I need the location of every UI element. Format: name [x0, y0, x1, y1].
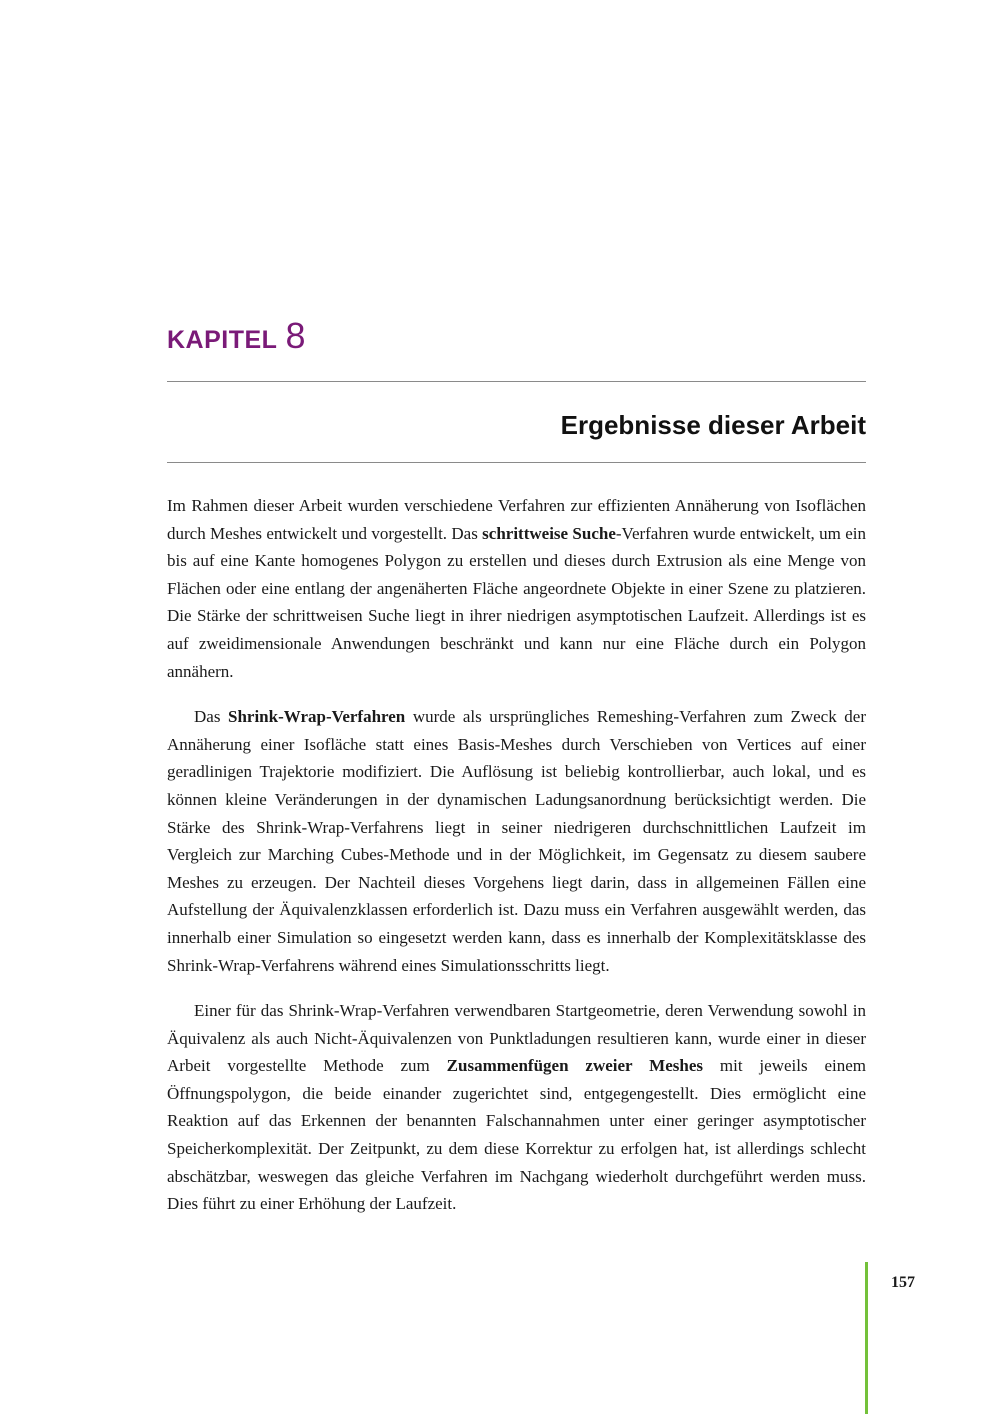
paragraph-1 — [167, 492, 866, 685]
paragraph-2-text-a: Das — [194, 707, 228, 727]
chapter-word: KAPITEL — [167, 326, 278, 354]
body-text — [167, 492, 866, 1236]
chapter-number: 8 — [285, 315, 306, 356]
title-rule-bottom — [167, 462, 866, 463]
chapter-title: Ergebnisse dieser Arbeit — [560, 410, 866, 440]
page-number: 157 — [891, 1274, 915, 1291]
term-zusammenfuegen-zweier-meshes: Zusammenfügen zweier Meshes — [446, 1056, 703, 1076]
paragraph-2-text-b: wurde als ursprüngliches Remeshing-Verfahren zum Zweck der Annäherung einer Isofläche statt eines Basis-Meshes durch Verschieben von Vertices auf einer geradlinigen Trajektorie modifiziert. Die Auflösung ist beliebig kontrollierbar, auch lokal, und es können kleine Veränderungen in der dynamischen Ladungsanordnung berücksichtigt werden. Die Stärke des Shrink-Wrap-Verfahrens liegt in seiner niedrigeren durchschnittlichen Laufzeit im Vergleich zur Marching Cubes-Methode und in der Möglichkeit, im Gegensatz zu diesem saubere Meshes zu erzeugen. Der Nachteil dieses Vorgehens liegt darin, dass in allgemeinen Fällen eine Aufstellung der Äquivalenzklassen erforderlich ist. Dazu muss ein Verfahren ausgewählt werden, das innerhalb einer Simulation so eingesetzt werden kann, dass es innerhalb der Komplexitätsklasse des Shrink-Wrap-Verfahrens während eines Simulationsschritts liegt. — [167, 707, 866, 975]
paragraph-2 — [167, 703, 866, 979]
paragraph-3 — [167, 997, 866, 1218]
paragraph-3-text-b: mit jeweils einem Öffnungspolygon, die beide einander zugerichtet sind, entgegengestellt. Dies ermöglicht eine Reaktion auf das Erkennen der benannten Falschannahmen unter einer geringer asymptotischer Speicherkomplexität. Der Zeitpunkt, zu dem diese Korrektur zu erfolgen hat, ist allerdings schlecht abschätzbar, weswegen das gleiche Verfahren im Nachgang wiederholt durchgeführt werden muss. Dies führt zu einer Erhöhung der Laufzeit. — [167, 1056, 866, 1214]
term-schrittweise-suche: schrittweise Suche — [482, 523, 616, 543]
page-margin-rule — [865, 1262, 868, 1414]
chapter-label — [167, 315, 306, 356]
paragraph-3-text-a: Einer für das Shrink-Wrap-Verfahren verwendbaren Startgeometrie, deren Verwendung sowohl in Äquivalenz als auch Nicht-Äquivalenzen von Punktladungen resultieren kann, wurde einer in dieser Arbeit vorgestellte Methode zum — [167, 1001, 866, 1076]
title-rule-top — [167, 381, 866, 382]
paragraph-1-text-b: -Verfahren wurde entwickelt, um ein bis auf eine Kante homogenes Polygon zu erstellen und dieses durch Extrusion als eine Menge von Flächen oder eine entlang der angenäherten Fläche angeordnete Objekte in einer Szene zu platzieren. Die Stärke der schrittweisen Suche liegt in ihrer niedrigen asymptotischen Laufzeit. Allerdings ist es auf zweidimensionale Anwendungen beschränkt und kann nur eine Fläche durch ein Polygon annähern. — [167, 523, 866, 681]
paragraph-1-text-a: Im Rahmen dieser Arbeit wurden verschiedene Verfahren zur effizienten Annäherung von Isoflächen durch Meshes entwickelt und vorgestellt. Das — [167, 496, 866, 543]
term-shrink-wrap-verfahren: Shrink-Wrap-Verfahren — [228, 707, 406, 727]
